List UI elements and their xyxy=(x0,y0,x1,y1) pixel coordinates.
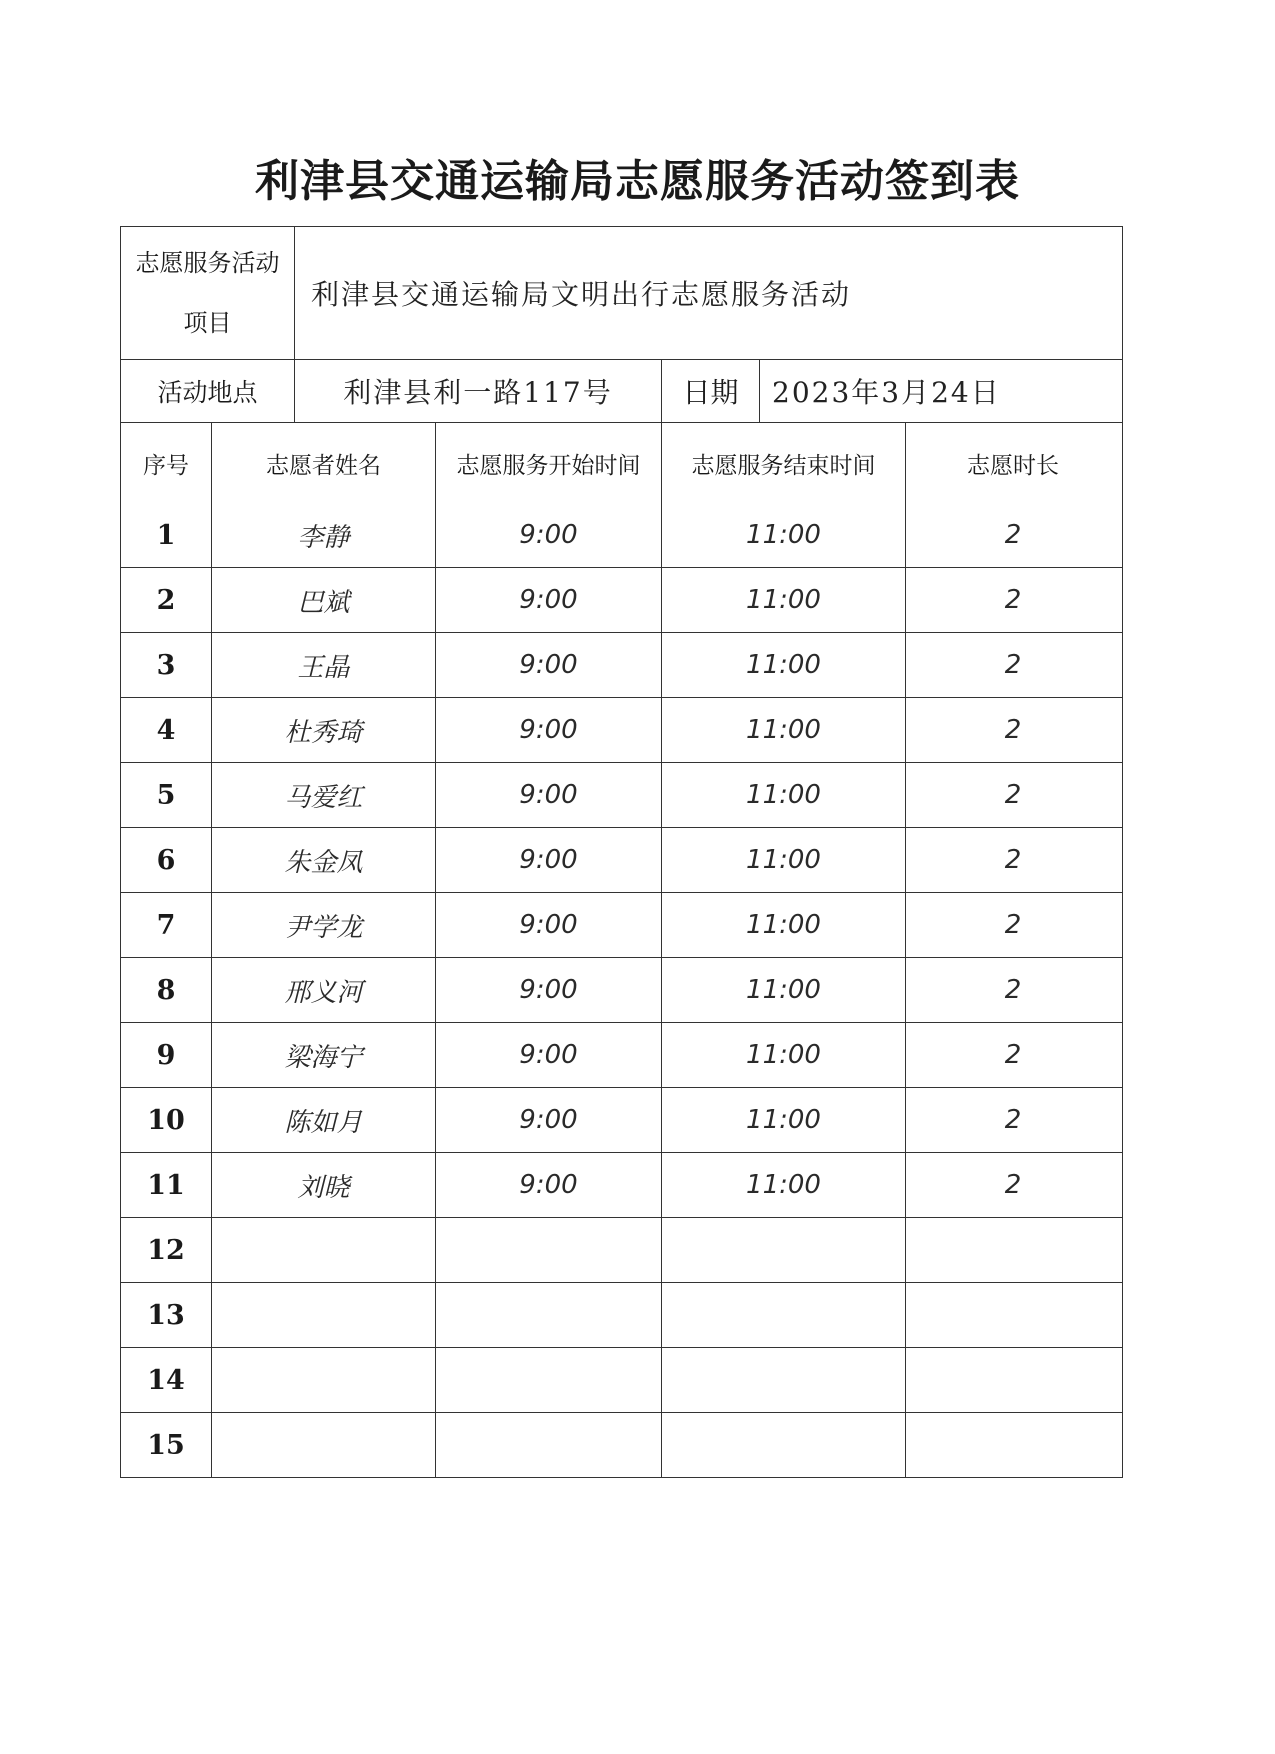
row-number: 11 xyxy=(147,1169,185,1201)
start-time xyxy=(435,1413,661,1477)
volunteer-name: 杜秀琦 xyxy=(211,698,435,762)
start-time: 9:00 xyxy=(435,503,661,567)
start-time: 9:00 xyxy=(435,1153,661,1217)
location-row xyxy=(121,359,1122,422)
volunteer-name: 王晶 xyxy=(211,633,435,697)
service-hours: 2 xyxy=(905,893,1120,957)
service-hours: 2 xyxy=(905,633,1120,697)
row-number: 3 xyxy=(156,649,176,681)
end-time: 11:00 xyxy=(661,893,905,957)
table-row xyxy=(121,632,1122,697)
start-time: 9:00 xyxy=(435,828,661,892)
row-number: 12 xyxy=(147,1234,185,1266)
table-row xyxy=(121,762,1122,827)
service-hours xyxy=(905,1413,1120,1477)
volunteer-name xyxy=(211,1348,435,1412)
date-value: 2023年3月24日 xyxy=(759,360,1120,422)
volunteer-name: 尹学龙 xyxy=(211,893,435,957)
table-row xyxy=(121,503,1122,567)
volunteer-name: 陈如月 xyxy=(211,1088,435,1152)
volunteer-name: 邢义河 xyxy=(211,958,435,1022)
service-hours: 2 xyxy=(905,1023,1120,1087)
row-number: 15 xyxy=(147,1429,185,1461)
start-time: 9:00 xyxy=(435,698,661,762)
row-number: 4 xyxy=(156,714,176,746)
end-time: 11:00 xyxy=(661,1023,905,1087)
project-row xyxy=(121,227,1122,359)
service-hours xyxy=(905,1283,1120,1347)
end-time: 11:00 xyxy=(661,958,905,1022)
start-time: 9:00 xyxy=(435,958,661,1022)
end-time: 11:00 xyxy=(661,503,905,567)
project-value: 利津县交通运输局文明出行志愿服务活动 xyxy=(294,227,1120,359)
table-row xyxy=(121,567,1122,632)
service-hours: 2 xyxy=(905,828,1120,892)
table-row xyxy=(121,1217,1122,1282)
service-hours: 2 xyxy=(905,763,1120,827)
col-header-name: 志愿者姓名 xyxy=(211,423,435,503)
end-time: 11:00 xyxy=(661,698,905,762)
col-header-end: 志愿服务结束时间 xyxy=(661,423,905,503)
table-row xyxy=(121,697,1122,762)
table-row xyxy=(121,1282,1122,1347)
end-time xyxy=(661,1283,905,1347)
location-value: 利津县利一路117号 xyxy=(294,360,661,422)
start-time: 9:00 xyxy=(435,633,661,697)
start-time xyxy=(435,1348,661,1412)
end-time xyxy=(661,1348,905,1412)
row-number: 9 xyxy=(156,1039,176,1071)
row-number: 13 xyxy=(147,1299,185,1331)
end-time: 11:00 xyxy=(661,828,905,892)
volunteer-name: 李静 xyxy=(211,503,435,567)
row-number: 7 xyxy=(156,909,176,941)
end-time: 11:00 xyxy=(661,1088,905,1152)
volunteer-name xyxy=(211,1218,435,1282)
sign-in-table xyxy=(120,226,1123,1478)
table-row xyxy=(121,1347,1122,1412)
start-time xyxy=(435,1283,661,1347)
table-row xyxy=(121,1022,1122,1087)
end-time xyxy=(661,1218,905,1282)
column-header-row xyxy=(121,422,1122,503)
row-number: 10 xyxy=(147,1104,185,1136)
col-header-hours: 志愿时长 xyxy=(905,423,1120,503)
date-label: 日期 xyxy=(661,360,759,422)
start-time: 9:00 xyxy=(435,893,661,957)
row-number: 14 xyxy=(147,1364,185,1396)
table-row xyxy=(121,1412,1122,1477)
volunteer-name: 刘晓 xyxy=(211,1153,435,1217)
volunteer-name: 马爱红 xyxy=(211,763,435,827)
volunteer-name xyxy=(211,1283,435,1347)
page-title: 利津县交通运输局志愿服务活动签到表 xyxy=(255,156,1020,207)
row-number: 2 xyxy=(156,584,176,616)
service-hours xyxy=(905,1218,1120,1282)
end-time: 11:00 xyxy=(661,1153,905,1217)
project-label-cell xyxy=(121,227,294,359)
end-time: 11:00 xyxy=(661,568,905,632)
service-hours xyxy=(905,1348,1120,1412)
volunteer-name: 梁海宁 xyxy=(211,1023,435,1087)
table-row xyxy=(121,892,1122,957)
col-header-no: 序号 xyxy=(143,452,189,479)
table-row xyxy=(121,1087,1122,1152)
table-row xyxy=(121,1152,1122,1217)
start-time: 9:00 xyxy=(435,568,661,632)
row-number: 6 xyxy=(156,844,176,876)
volunteer-name: 朱金凤 xyxy=(211,828,435,892)
service-hours: 2 xyxy=(905,698,1120,762)
row-number: 8 xyxy=(156,974,176,1006)
end-time: 11:00 xyxy=(661,633,905,697)
end-time xyxy=(661,1413,905,1477)
end-time: 11:00 xyxy=(661,763,905,827)
row-number: 1 xyxy=(156,519,176,551)
start-time: 9:00 xyxy=(435,1088,661,1152)
location-label: 活动地点 xyxy=(157,378,258,407)
service-hours: 2 xyxy=(905,1088,1120,1152)
table-row xyxy=(121,957,1122,1022)
start-time xyxy=(435,1218,661,1282)
table-row xyxy=(121,827,1122,892)
volunteer-name xyxy=(211,1413,435,1477)
service-hours: 2 xyxy=(905,503,1120,567)
volunteer-name: 巴斌 xyxy=(211,568,435,632)
table-body xyxy=(121,503,1122,1477)
project-label: 志愿服务活动项目 xyxy=(135,249,280,337)
service-hours: 2 xyxy=(905,958,1120,1022)
start-time: 9:00 xyxy=(435,1023,661,1087)
col-header-start: 志愿服务开始时间 xyxy=(435,423,661,503)
service-hours: 2 xyxy=(905,1153,1120,1217)
row-number: 5 xyxy=(156,779,176,811)
service-hours: 2 xyxy=(905,568,1120,632)
start-time: 9:00 xyxy=(435,763,661,827)
